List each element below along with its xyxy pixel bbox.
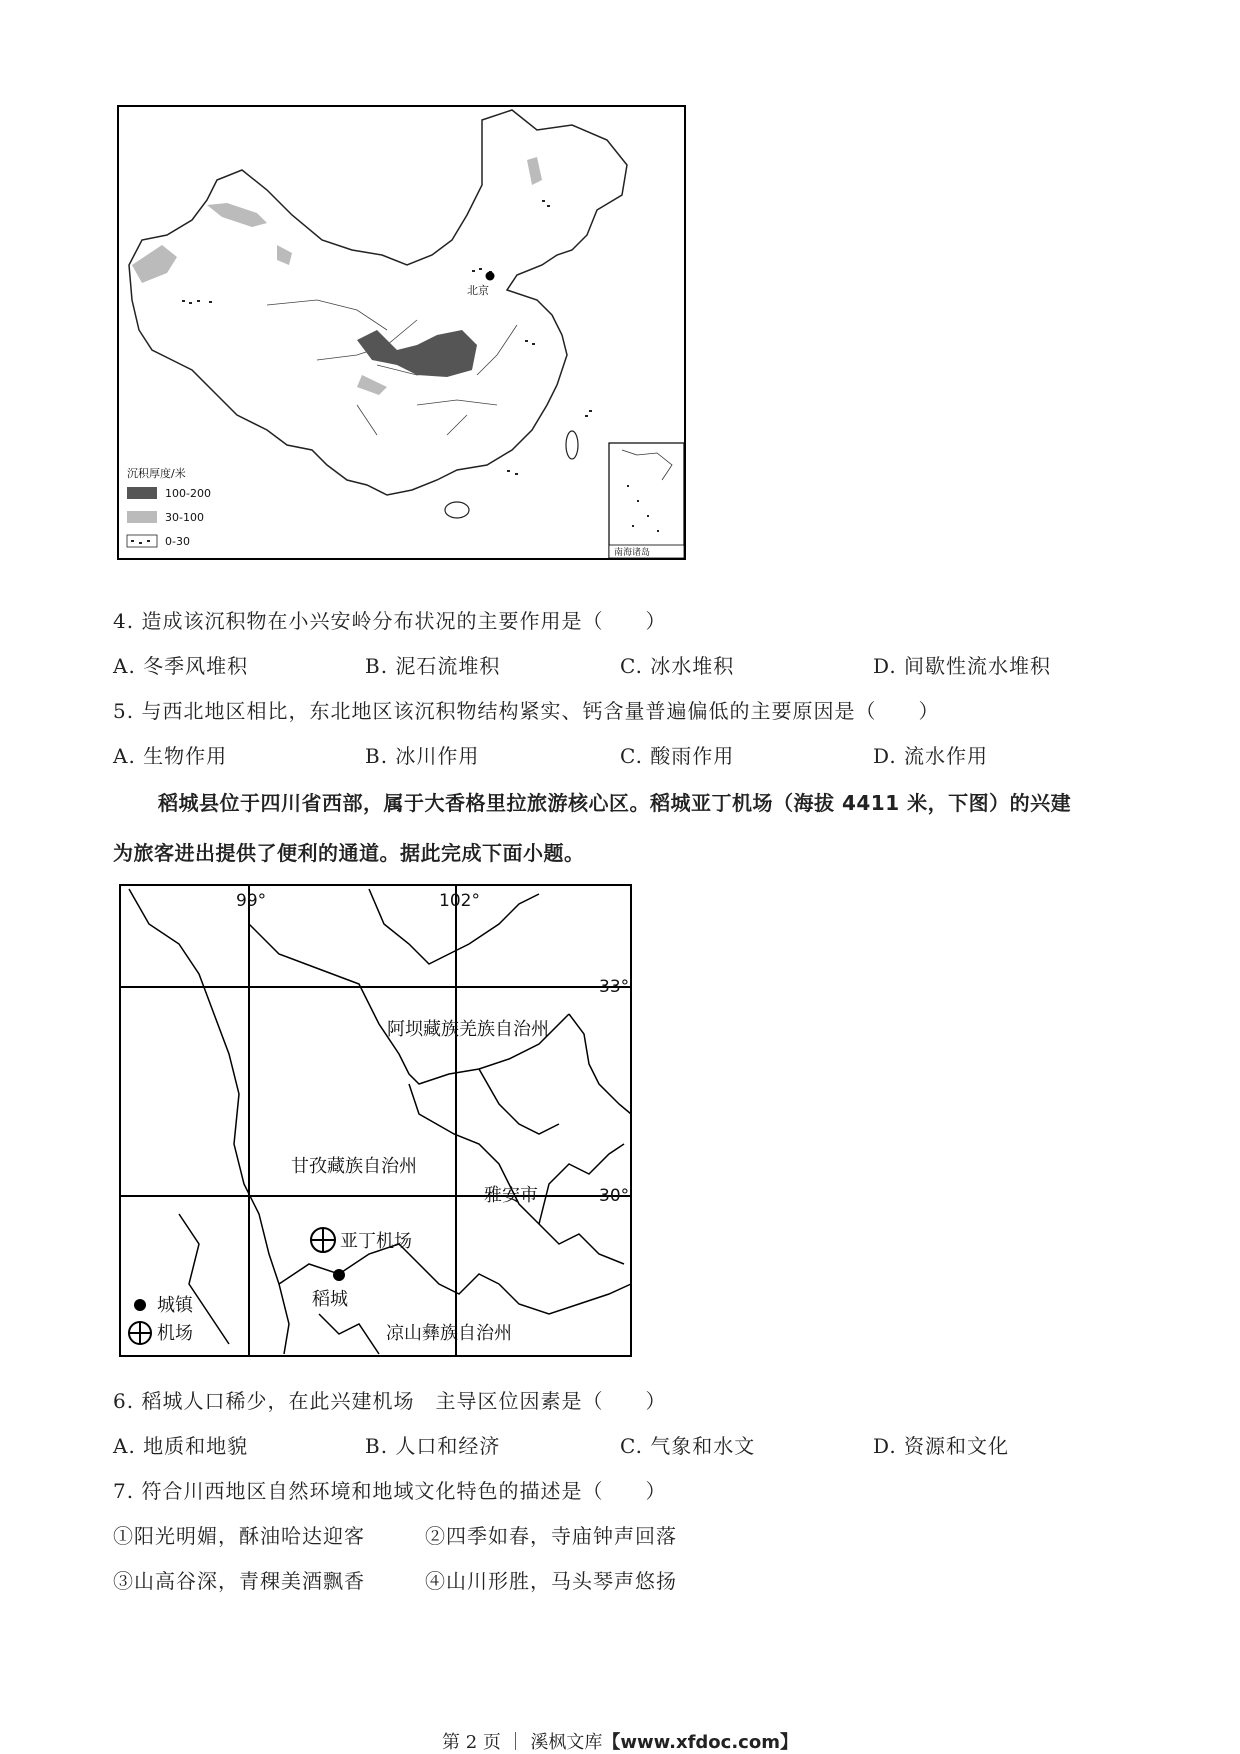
q4-option-c: C. 冰水堆积 <box>620 654 735 678</box>
hainan-island <box>445 502 469 518</box>
aba-label: 阿坝藏族羌族自治州 <box>387 1019 549 1040</box>
legend-airport-label: 机场 <box>157 1323 193 1344</box>
q5-option-b: B. 冰川作用 <box>365 744 480 768</box>
airport-icon <box>311 1228 335 1252</box>
q7-statement-4: ④山川形胜，马头琴声悠扬 <box>425 1569 677 1593</box>
passage-line-2: 为旅客进出提供了便利的通道。据此完成下面小题。 <box>113 841 585 865</box>
liangshan-label: 凉山彝族自治州 <box>386 1323 512 1344</box>
legend-title: 沉积厚度/米 <box>127 467 186 480</box>
q7-statement-1: ①阳光明媚，酥油哈达迎客 <box>113 1524 365 1548</box>
q6-option-a: A. 地质和地貌 <box>113 1434 249 1458</box>
footer-url[interactable]: 【www.xfdoc.com】 <box>602 1732 798 1753</box>
lat-30-label: 30° <box>599 1186 630 1206</box>
town-label: 稻城 <box>312 1289 348 1310</box>
footer-site: 溪枫文库 <box>530 1732 603 1753</box>
legend-town-icon <box>134 1299 146 1311</box>
q6-stem: 6. 稻城人口稀少，在此兴建机场 主导区位因素是（ ） <box>113 1389 667 1413</box>
beijing-dot <box>486 272 495 281</box>
footer-separator: ｜ <box>506 1732 525 1753</box>
daocheng-map <box>119 884 633 1358</box>
taiwan-island <box>566 431 578 459</box>
town-dot <box>333 1269 345 1281</box>
inset-frame <box>609 443 684 558</box>
q5-stem: 5. 与西北地区相比，东北地区该沉积物结构紧实、钙含量普遍偏低的主要原因是（ ） <box>113 699 940 723</box>
inset-label: 南海诸岛 <box>614 548 651 558</box>
map2-frame <box>120 885 631 1356</box>
sediment-map <box>117 105 687 561</box>
ganzi-label: 甘孜藏族自治州 <box>291 1156 417 1177</box>
lat-33-label: 33° <box>599 977 630 997</box>
lon-102-label: 102° <box>439 891 480 911</box>
lon-99-label: 99° <box>236 891 267 911</box>
legend-label-1: 100-200 <box>165 487 211 500</box>
legend-swatch-2 <box>127 511 157 523</box>
q4-option-b: B. 泥石流堆积 <box>365 654 501 678</box>
legend-label-2: 30-100 <box>165 511 204 524</box>
beijing-label: 北京 <box>467 284 489 297</box>
daocheng-map-svg <box>119 884 633 1358</box>
q7-statement-2: ②四季如春，寺庙钟声回落 <box>425 1524 677 1548</box>
q5-option-c: C. 酸雨作用 <box>620 744 735 768</box>
yaan-label: 雅安市 <box>484 1185 538 1206</box>
q4-option-d: D. 间歇性流水堆积 <box>873 654 1052 678</box>
legend-swatch-1 <box>127 487 157 499</box>
q6-option-b: B. 人口和经济 <box>365 1434 501 1458</box>
q7-statement-3: ③山高谷深，青稞美酒飘香 <box>113 1569 365 1593</box>
q5-option-a: A. 生物作用 <box>113 744 228 768</box>
passage-line-1: 稻城县位于四川省西部，属于大香格里拉旅游核心区。稻城亚丁机场（海拔 4411 米，下图）的兴建 <box>158 791 1072 815</box>
q4-stem: 4. 造成该沉积物在小兴安岭分布状况的主要作用是（ ） <box>113 609 667 633</box>
page-footer <box>0 1728 1240 1754</box>
sediment-map-svg <box>117 105 687 561</box>
legend-label-3: 0-30 <box>165 535 190 548</box>
legend-airport-icon <box>129 1322 151 1344</box>
q6-option-c: C. 气象和水文 <box>620 1434 756 1458</box>
q4-option-a: A. 冬季风堆积 <box>113 654 249 678</box>
page-number: 第 2 页 <box>442 1732 501 1753</box>
q6-option-d: D. 资源和文化 <box>873 1434 1010 1458</box>
legend-town-label: 城镇 <box>157 1295 193 1316</box>
q5-option-d: D. 流水作用 <box>873 744 989 768</box>
airport-label: 亚丁机场 <box>340 1231 412 1252</box>
q7-stem: 7. 符合川西地区自然环境和地域文化特色的描述是（ ） <box>113 1479 667 1503</box>
